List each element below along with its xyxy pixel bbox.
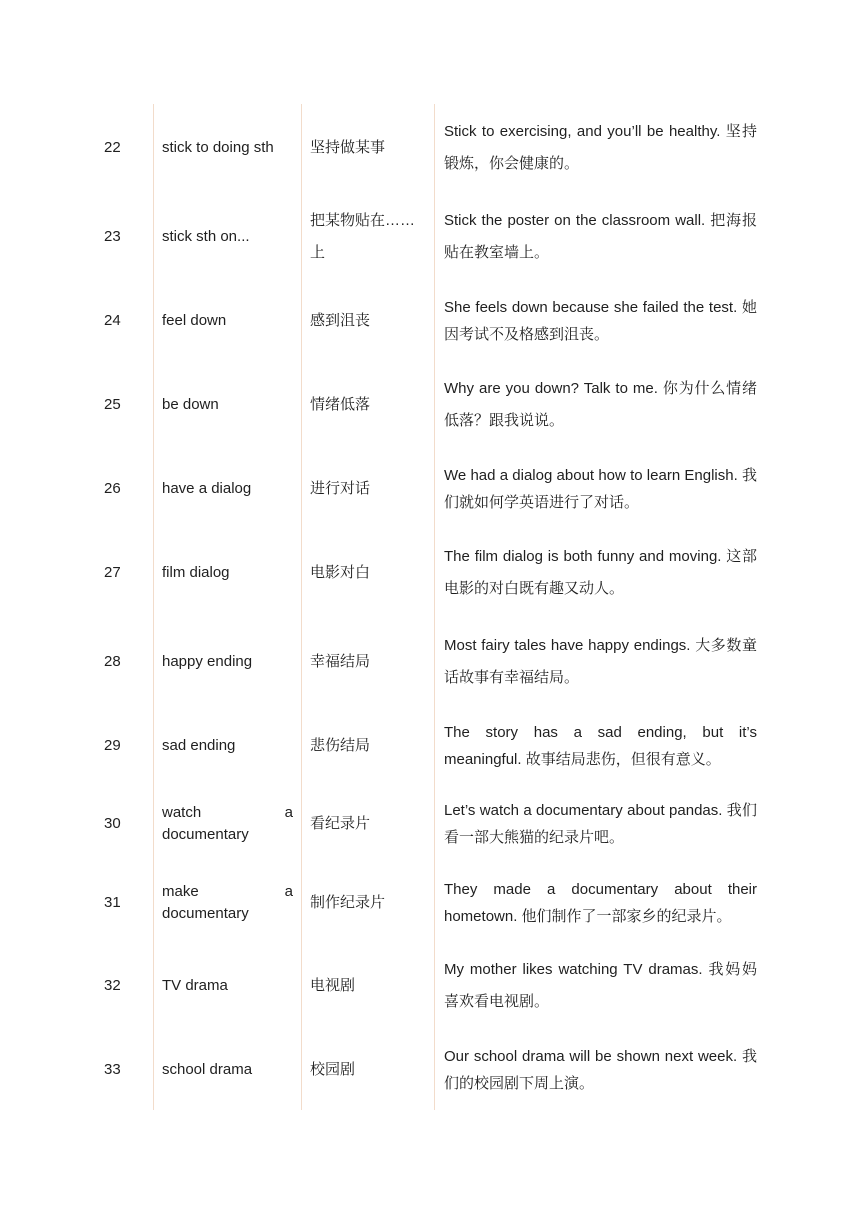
example-sentence: My mother likes watching TV dramas. 我妈妈喜欢看电视剧。 xyxy=(444,961,757,1010)
phrase: TV drama xyxy=(162,977,228,994)
table-row xyxy=(0,869,860,937)
phrase: feel down xyxy=(162,312,227,329)
example-sentence: The story has a sad ending, but it’s meaningful. 故事结局悲伤，但很有意义。 xyxy=(444,724,757,768)
chinese-meaning: 幸福结局 xyxy=(310,653,371,670)
phrase: happy ending xyxy=(162,653,253,670)
row-number: 23 xyxy=(104,228,121,245)
row-number: 25 xyxy=(104,396,121,413)
table-row xyxy=(0,455,860,523)
table-row xyxy=(0,790,860,858)
example-sentence: Our school drama will be shown next week. 我们的校园剧下周上演。 xyxy=(444,1048,757,1092)
chinese-meaning: 看纪录片 xyxy=(310,815,371,832)
table-row xyxy=(0,371,860,439)
row-number: 33 xyxy=(104,1061,121,1078)
chinese-meaning: 电影对白 xyxy=(310,564,371,581)
phrase: be down xyxy=(162,396,219,413)
example-sentence: They made a documentary about their hometown. 他们制作了一部家乡的纪录片。 xyxy=(444,881,757,925)
row-number: 30 xyxy=(104,815,121,832)
example-sentence: Let’s watch a documentary about pandas. 我们看一部大熊猫的纪录片吧。 xyxy=(444,802,757,846)
example-sentence: Stick the poster on the classroom wall. 把海报贴在教室墙上。 xyxy=(444,212,757,261)
chinese-meaning: 把某物贴在……上 xyxy=(310,212,416,261)
row-number: 24 xyxy=(104,312,121,329)
phrase: stick to doing sth xyxy=(162,139,274,156)
chinese-meaning: 坚持做某事 xyxy=(310,139,386,156)
phrase: have a dialog xyxy=(162,480,252,497)
chinese-meaning: 感到沮丧 xyxy=(310,312,371,329)
example-sentence: Why are you down? Talk to me. 你为什么情绪低落？跟我说说。 xyxy=(444,380,757,429)
phrase xyxy=(162,790,293,858)
example-sentence: Most fairy tales have happy endings. 大多数童话故事有幸福结局。 xyxy=(444,637,757,686)
table-row xyxy=(0,287,860,355)
table-row xyxy=(0,1036,860,1104)
phrase: sad ending xyxy=(162,737,236,754)
chinese-meaning: 校园剧 xyxy=(310,1061,356,1078)
table-row xyxy=(0,114,860,182)
example-sentence: The film dialog is both funny and moving. 这部电影的对白既有趣又动人。 xyxy=(444,548,757,597)
phrase: stick sth on... xyxy=(162,228,250,245)
chinese-meaning: 情绪低落 xyxy=(310,396,371,413)
row-number: 26 xyxy=(104,480,121,497)
phrase xyxy=(162,869,293,937)
chinese-meaning: 制作纪录片 xyxy=(310,894,386,911)
example-sentence: She feels down because she failed the test. 她因考试不及格感到沮丧。 xyxy=(444,299,757,343)
row-number: 32 xyxy=(104,977,121,994)
row-number: 27 xyxy=(104,564,121,581)
row-number: 31 xyxy=(104,894,121,911)
table-row xyxy=(0,712,860,780)
example-sentence: We had a dialog about how to learn English. 我们就如何学英语进行了对话。 xyxy=(444,467,757,511)
phrase-text: make a documentary xyxy=(162,883,293,922)
row-number: 29 xyxy=(104,737,121,754)
chinese-meaning: 悲伤结局 xyxy=(310,737,371,754)
table-row xyxy=(0,203,860,271)
phrase-text: watch a documentary xyxy=(162,804,293,843)
chinese-meaning: 电视剧 xyxy=(310,977,356,994)
phrase: film dialog xyxy=(162,564,230,581)
table-row xyxy=(0,952,860,1020)
phrase: school drama xyxy=(162,1061,253,1078)
table-row xyxy=(0,628,860,696)
row-number: 28 xyxy=(104,653,121,670)
row-number: 22 xyxy=(104,139,121,156)
example-sentence: Stick to exercising, and you’ll be healthy. 坚持锻炼，你会健康的。 xyxy=(444,123,757,172)
table-row xyxy=(0,539,860,607)
chinese-meaning: 进行对话 xyxy=(310,480,371,497)
